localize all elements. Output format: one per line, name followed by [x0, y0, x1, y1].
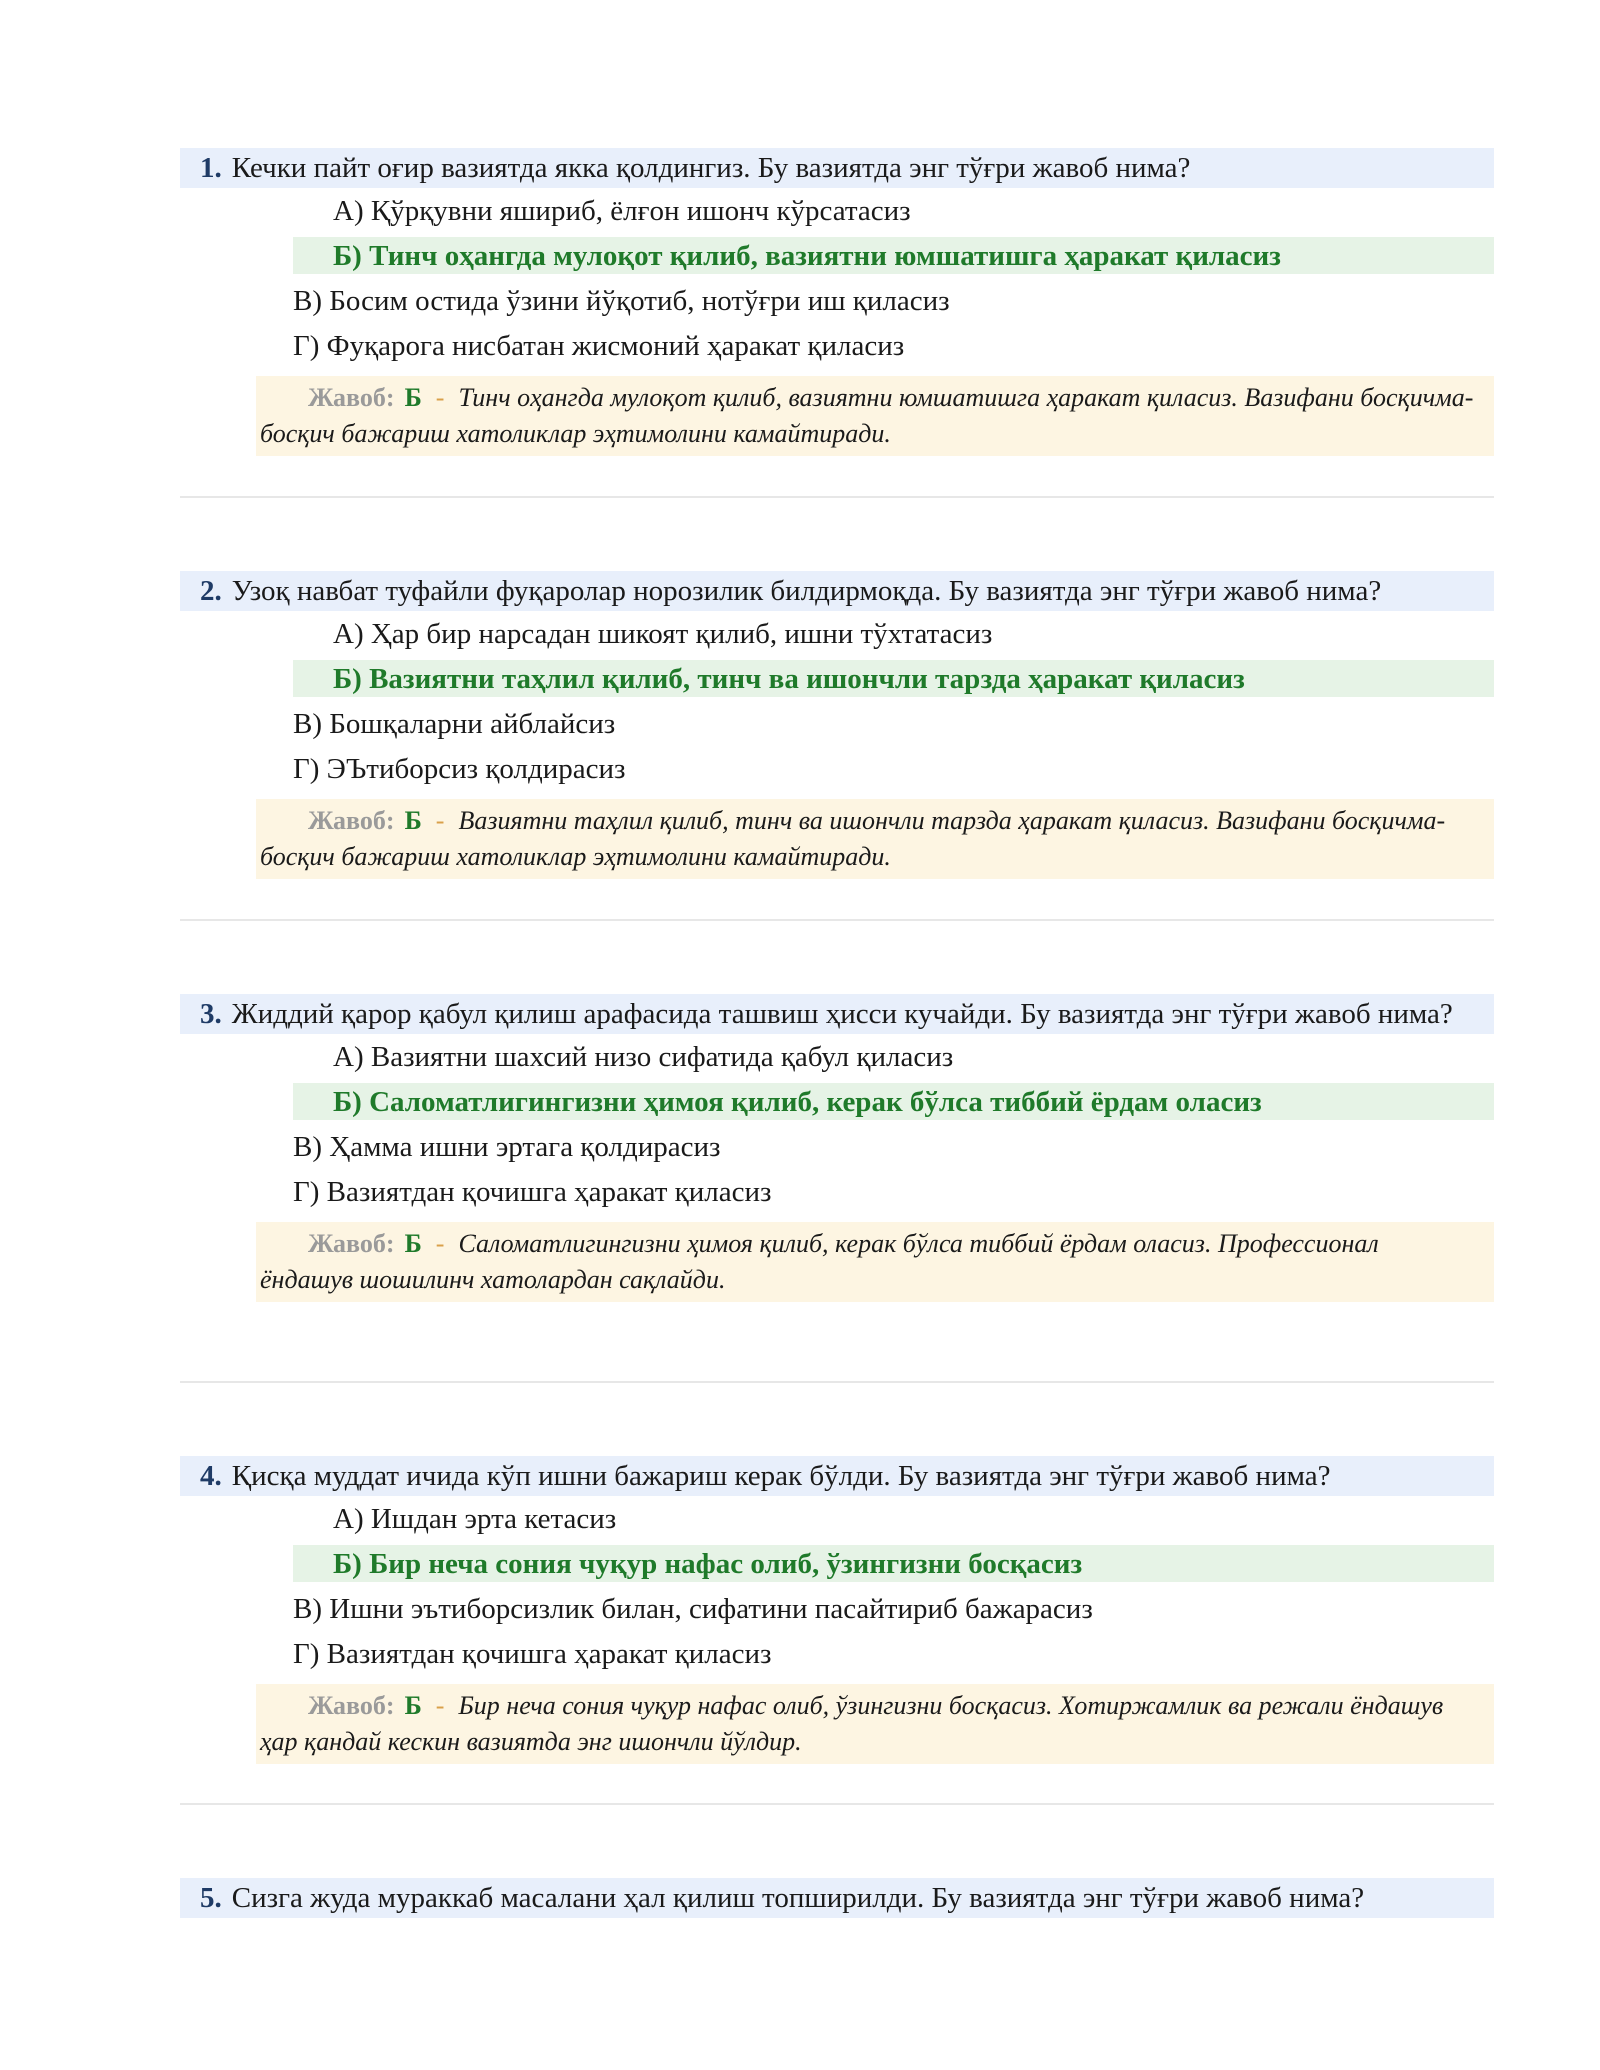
answer-text: Саломатлигингизни ҳимоя қилиб, керак бўлса тиббий ёрдам оласиз. Профессионал ёндашув шошилинч хатолардан сақлайди. [260, 1229, 1379, 1294]
option-v: В) Ҳамма ишни эртага қолдирасиз [293, 1130, 721, 1163]
answer-dash: - [435, 806, 445, 835]
answer-label: Жавоб: [308, 1691, 395, 1720]
question-number: 4. [200, 1460, 222, 1492]
question-text: Сизга жуда мураккаб масалани ҳал қилиш топширилди. Бу вазиятда энг тўғри жавоб нима? [231, 1882, 1365, 1914]
answer-letter: Б [404, 383, 422, 412]
option-a: А) Вазиятни шахсий низо сифатида қабул қиласиз [333, 1040, 954, 1073]
option-g: Г) Фуқарога нисбатан жисмоний ҳаракат қиласиз [293, 329, 905, 362]
answer-box [256, 1684, 1494, 1764]
answer-box [256, 376, 1494, 456]
answer-label: Жавоб: [308, 383, 395, 412]
option-v: В) Ишни эътиборсизлик билан, сифатини пасайтириб бажарасиз [293, 1592, 1093, 1625]
option-a: А) Қўрқувни яшириб, ёлғон ишонч кўрсатасиз [333, 194, 911, 227]
answer-box [256, 799, 1494, 879]
option-v: В) Бошқаларни айблайсиз [293, 707, 616, 740]
question-block-5 [180, 1878, 1494, 1918]
question-number: 2. [200, 575, 222, 607]
question-heading [180, 148, 1494, 188]
option-g: Г) Вазиятдан қочишга ҳаракат қиласиз [293, 1175, 772, 1208]
question-heading [180, 1878, 1494, 1918]
section-divider [180, 1803, 1494, 1805]
question-text: Жиддий қарор қабул қилиш арафасида ташвиш ҳисси кучайди. Бу вазиятда энг тўғри жавоб нима? [231, 998, 1453, 1030]
option-b-correct: Б) Тинч оҳангда мулоқот қилиб, вазиятни юмшатишга ҳаракат қиласиз [293, 237, 1494, 274]
option-b-correct: Б) Саломатлигингизни ҳимоя қилиб, керак бўлса тиббий ёрдам оласиз [293, 1083, 1494, 1120]
option-a: А) Ҳар бир нарсадан шикоят қилиб, ишни тўхтатасиз [333, 617, 993, 650]
question-text: Қисқа муддат ичида кўп ишни бажариш керак бўлди. Бу вазиятда энг тўғри жавоб нима? [231, 1460, 1331, 1492]
answer-dash: - [435, 383, 445, 412]
question-number: 1. [200, 152, 222, 184]
answer-letter: Б [404, 1229, 422, 1258]
option-v: В) Босим остида ўзини йўқотиб, нотўғри иш қиласиз [293, 284, 950, 317]
answer-dash: - [435, 1691, 445, 1720]
answer-text: Бир неча сония чуқур нафас олиб, ўзингизни босқасиз. Хотиржамлик ва режали ёндашув ҳар қандай кескин вазиятда энг ишончли йўлдир. [260, 1691, 1444, 1756]
question-heading [180, 994, 1494, 1034]
section-divider [180, 919, 1494, 921]
answer-letter: Б [404, 806, 422, 835]
answer-dash: - [435, 1229, 445, 1258]
question-number: 3. [200, 998, 222, 1030]
question-text: Кечки пайт оғир вазиятда якка қолдингиз. Бу вазиятда энг тўғри жавоб нима? [231, 152, 1191, 184]
question-block-3 [180, 994, 1494, 1302]
answer-letter: Б [404, 1691, 422, 1720]
answer-text: Вазиятни таҳлил қилиб, тинч ва ишончли тарзда ҳаракат қиласиз. Вазифани босқичма-босқич бажариш хатоликлар эҳтимолини камайтиради. [260, 806, 1446, 871]
question-block-4 [180, 1456, 1494, 1764]
option-b-correct: Б) Бир неча сония чуқур нафас олиб, ўзингизни босқасиз [293, 1545, 1494, 1582]
section-divider [180, 496, 1494, 498]
answer-text: Тинч оҳангда мулоқот қилиб, вазиятни юмшатишга ҳаракат қиласиз. Вазифани босқичма-босқич бажариш хатоликлар эҳтимолини камайтиради. [260, 383, 1474, 448]
answer-box [256, 1222, 1494, 1302]
question-text: Узоқ навбат туфайли фуқаролар норозилик билдирмоқда. Бу вазиятда энг тўғри жавоб нима? [231, 575, 1382, 607]
answer-label: Жавоб: [308, 806, 395, 835]
option-g: Г) ЭЪтиборсиз қолдирасиз [293, 752, 626, 785]
question-block-1 [180, 148, 1494, 456]
option-a: А) Ишдан эрта кетасиз [333, 1502, 617, 1535]
option-b-correct: Б) Вазиятни таҳлил қилиб, тинч ва ишончли тарзда ҳаракат қиласиз [293, 660, 1494, 697]
question-number: 5. [200, 1882, 222, 1914]
question-heading [180, 1456, 1494, 1496]
option-g: Г) Вазиятдан қочишга ҳаракат қиласиз [293, 1637, 772, 1670]
section-divider [180, 1381, 1494, 1383]
answer-label: Жавоб: [308, 1229, 395, 1258]
question-block-2 [180, 571, 1494, 879]
question-heading [180, 571, 1494, 611]
